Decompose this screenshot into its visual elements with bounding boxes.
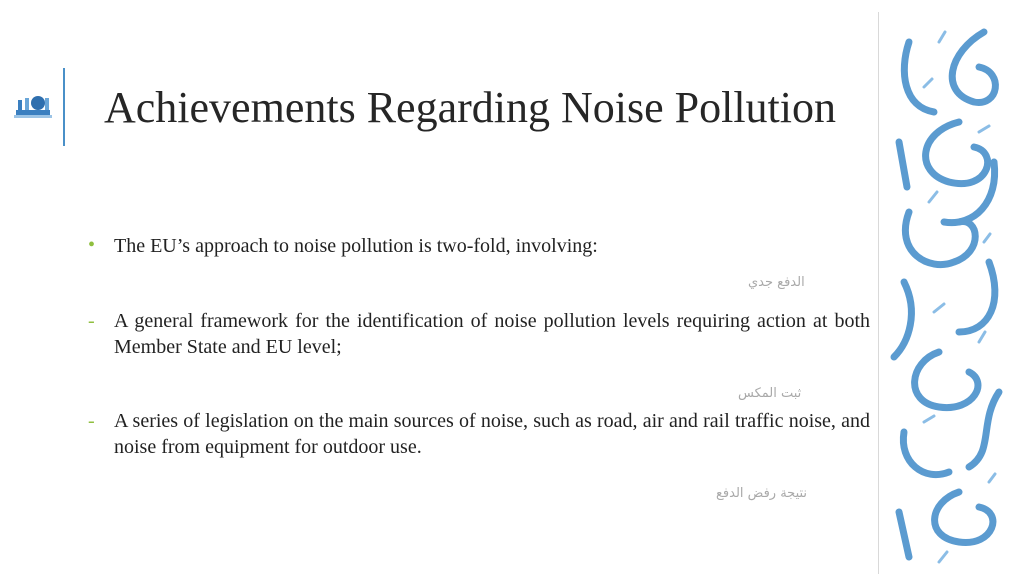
- arabic-calligraphy-decoration: [879, 12, 1019, 574]
- dash-icon: -: [88, 410, 95, 432]
- arabic-note-1: الدفع جدي: [748, 275, 805, 290]
- slide-title: Achievements Regarding Noise Pollution: [104, 83, 836, 132]
- list-item-text: A series of legislation on the main sources of noise, such as road, air and rail traffic noise, and noise from equipment for outdoor use.: [114, 410, 870, 458]
- list-item-text: A general framework for the identification of noise pollution levels requiring action at both Member State and EU level;: [114, 310, 870, 358]
- dash-icon: -: [88, 310, 95, 332]
- bullet-dot-icon: •: [88, 234, 96, 256]
- intro-bullet-text: The EU’s approach to noise pollution is two-fold, involving:: [114, 235, 598, 257]
- arabic-note-3: نتيجة رفض الدفع: [716, 486, 808, 501]
- university-logo-icon: [14, 92, 52, 120]
- calligraphy-panel: [878, 12, 1019, 574]
- title-divider: [63, 68, 65, 146]
- arabic-note-2: ثبت المكس: [738, 386, 802, 401]
